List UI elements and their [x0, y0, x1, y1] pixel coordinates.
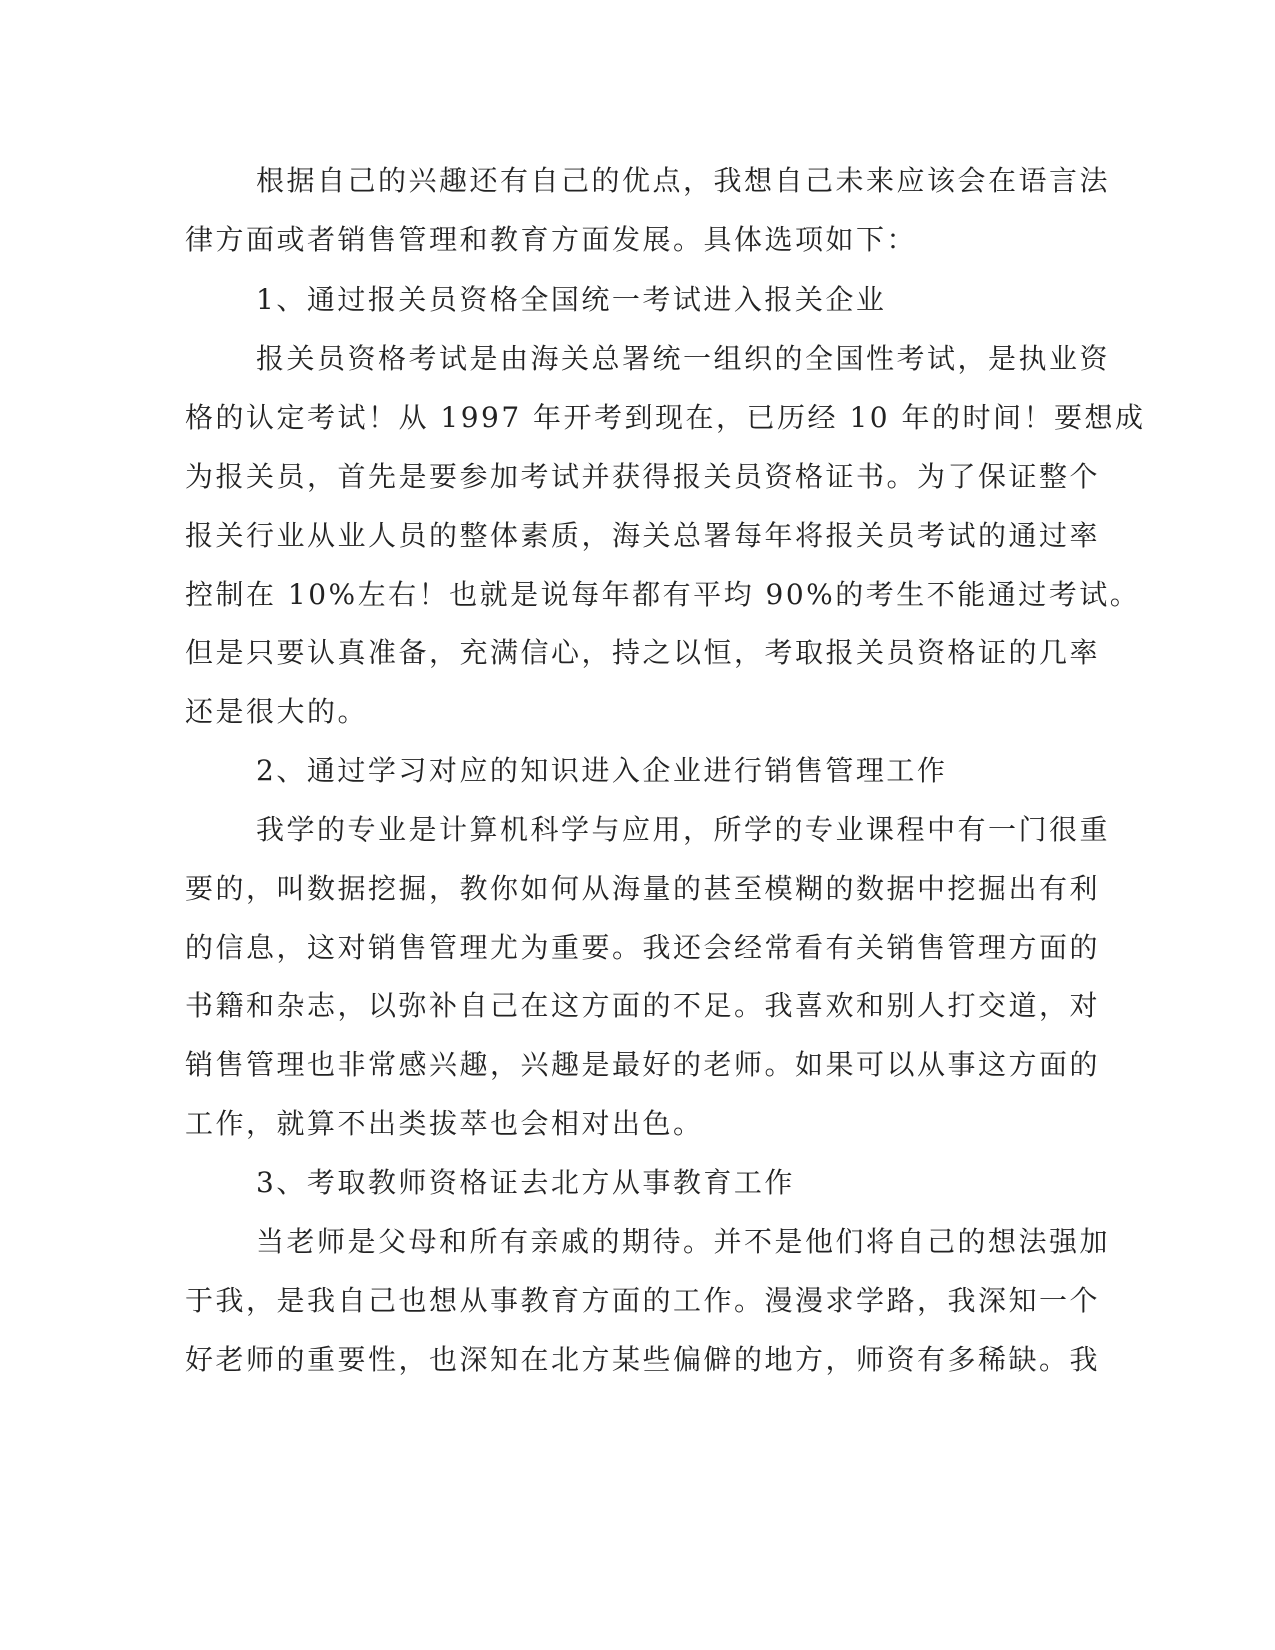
paragraph-option-3-line-2: 于我，是我自己也想从事教育方面的工作。漫漫求学路，我深知一个 [185, 1284, 1101, 1317]
paragraph-option-1-line-2: 格的认定考试！从 1997 年开考到现在，已历经 10 年的时间！要想成 [185, 401, 1146, 434]
paragraph-intro-line-1: 根据自己的兴趣还有自己的优点，我想自己未来应该会在语言法 [256, 164, 1111, 197]
heading-option-3: 3、考取教师资格证去北方从事教育工作 [256, 1166, 795, 1199]
paragraph-option-2-line-2: 要的，叫数据挖掘，教你如何从海量的甚至模糊的数据中挖掘出有利 [185, 872, 1101, 905]
paragraph-option-1-line-5: 控制在 10%左右！也就是说每年都有平均 90%的考生不能通过考试。 [185, 578, 1141, 611]
paragraph-intro-line-2: 律方面或者销售管理和教育方面发展。具体选项如下： [185, 223, 918, 256]
paragraph-option-2-line-6: 工作，就算不出类拔萃也会相对出色。 [185, 1107, 704, 1140]
paragraph-option-1-line-3: 为报关员，首先是要参加考试并获得报关员资格证书。为了保证整个 [185, 460, 1101, 493]
paragraph-option-1-line-4: 报关行业从业人员的整体素质，海关总署每年将报关员考试的通过率 [185, 519, 1101, 552]
paragraph-option-1-line-7: 还是很大的。 [185, 695, 369, 728]
paragraph-option-2-line-3: 的信息，这对销售管理尤为重要。我还会经常看有关销售管理方面的 [185, 931, 1101, 964]
paragraph-option-2-line-1: 我学的专业是计算机科学与应用，所学的专业课程中有一门很重 [256, 813, 1111, 846]
heading-option-2: 2、通过学习对应的知识进入企业进行销售管理工作 [256, 754, 948, 787]
paragraph-option-3-line-3: 好老师的重要性，也深知在北方某些偏僻的地方，师资有多稀缺。我 [185, 1343, 1101, 1376]
paragraph-option-2-line-4: 书籍和杂志，以弥补自己在这方面的不足。我喜欢和别人打交道，对 [185, 989, 1101, 1022]
heading-option-1: 1、通过报关员资格全国统一考试进入报关企业 [256, 283, 887, 316]
paragraph-option-2-line-5: 销售管理也非常感兴趣，兴趣是最好的老师。如果可以从事这方面的 [185, 1048, 1101, 1081]
paragraph-option-3-line-1: 当老师是父母和所有亲戚的期待。并不是他们将自己的想法强加 [256, 1225, 1111, 1258]
paragraph-option-1-line-1: 报关员资格考试是由海关总署统一组织的全国性考试，是执业资 [256, 342, 1111, 375]
paragraph-option-1-line-6: 但是只要认真准备，充满信心，持之以恒，考取报关员资格证的几率 [185, 636, 1101, 669]
